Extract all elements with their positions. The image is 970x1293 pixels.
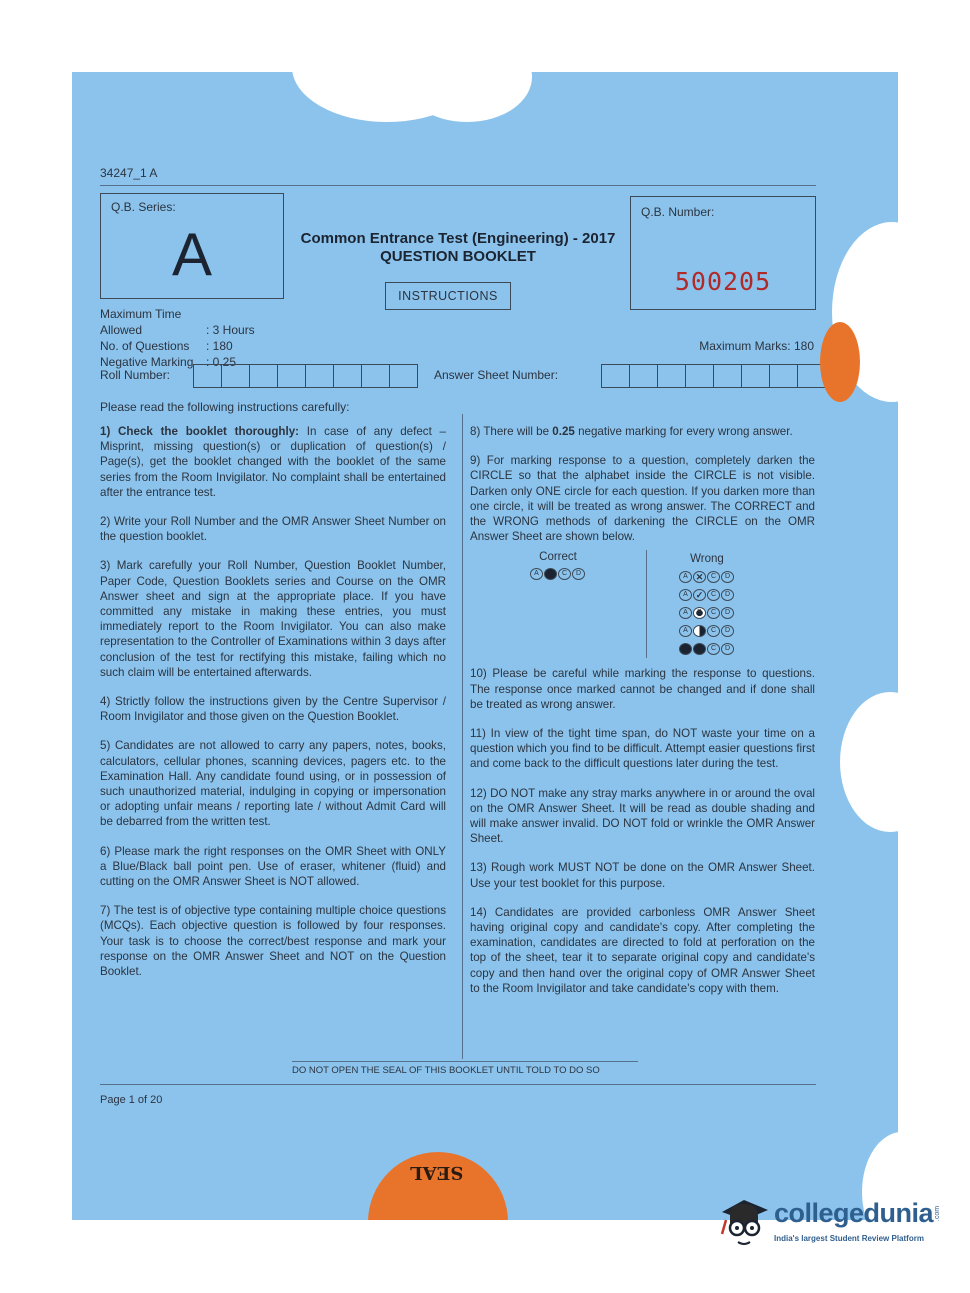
seal-sticker-right — [820, 322, 860, 402]
footer-divider — [100, 1084, 816, 1085]
answer-sheet-label: Answer Sheet Number: — [434, 368, 559, 382]
answer-sheet-boxes[interactable] — [602, 364, 826, 388]
instruction-1-text: In case of any defect – Misprint, missing question(s) or duplication of question(s) / Page(s), get the booklet changed with the booklet of the same series from the Room Invigilator. No complaint shall be entertained after the entrance test. — [100, 425, 446, 499]
instruction-5: 5) Candidates are not allowed to carry any papers, notes, books, calculators, cellular phones, scanning devices, pagers etc. to the Examination Hall. Any candidate found using, or in possession of such unauthorized material, indulging in copying or impersonation or adopting unfair means / reporting late / without Admit Card will be debarred from the written test. — [100, 739, 446, 829]
wrong-label: Wrong — [690, 553, 724, 566]
instruction-1 — [100, 424, 446, 500]
instruction-7: 7) The test is of objective type containing multiple choice questions (MCQs). Each objective question is followed by four responses. Your task is to choose the correct/best response and mark your response on the OMR Answer Sheet and NOT on the Question Booklet. — [100, 904, 446, 979]
mascot-icon — [716, 1190, 772, 1252]
seal-sticker-bottom — [368, 1152, 508, 1220]
logo-tagline: India's largest Student Review Platform — [774, 1234, 924, 1243]
omr-wrong — [646, 550, 757, 658]
qb-number-value: 500205 — [674, 267, 772, 296]
qb-number-box — [630, 196, 816, 310]
questions-value: : 180 — [206, 339, 233, 353]
qb-series-label: Q.B. Series: — [111, 200, 176, 214]
logo-wordmark: collegedunia — [774, 1198, 934, 1228]
paper-edge-right — [840, 692, 898, 832]
instruction-4: 4) Strictly follow the instructions given by the Centre Supervisor / Room Invigilator and those given on the Question Booklet. — [100, 695, 446, 724]
collegedunia-logo — [716, 1190, 948, 1260]
wrong-bubbles-2: A ✓ C D — [657, 586, 757, 604]
exam-title-line1: Common Entrance Test (Engineering) - 2017 — [300, 230, 616, 247]
instruction-1-bold: 1) Check the booklet thoroughly: — [100, 425, 300, 438]
instructions-heading: INSTRUCTIONS — [385, 282, 511, 310]
column-divider — [462, 414, 463, 1059]
omr-correct — [470, 550, 646, 658]
seal-warning: DO NOT OPEN THE SEAL OF THIS BOOKLET UNTIL TOLD TO DO SO — [292, 1065, 600, 1076]
header-divider — [100, 185, 816, 186]
instruction-8 — [470, 424, 815, 439]
instruction-8-text-end: negative marking for every wrong answer. — [574, 425, 793, 438]
time-label: Maximum Time Allowed — [100, 307, 182, 337]
instruction-14: 14) Candidates are provided carbonless OMR Answer Sheet having original copy and candidate's copy. After completing the examination, candidates are directed to fold at perforation on the top of the sheet, tear it to separate original copy and candidate's copy and then hand over the original copy of OMR Answer Sheet to the Room Invigilator and take candidate's copy with them. — [470, 905, 815, 995]
right-instructions — [470, 424, 815, 1010]
negative-label: Negative Marking — [100, 355, 194, 369]
logo-domain: .com — [934, 1205, 942, 1222]
qb-series-box — [100, 193, 284, 299]
left-instructions — [100, 424, 446, 993]
roll-number-boxes[interactable] — [194, 364, 418, 388]
footer-divider-top — [292, 1061, 638, 1062]
max-marks: Maximum Marks: 180 — [699, 339, 814, 353]
instruction-11: 11) In view of the tight time span, do NOT waste your time on a question which you find to be difficult. Attempt easier questions first and come back to the difficult questions later during the test. — [470, 727, 815, 771]
roll-number-label: Roll Number: — [100, 368, 171, 382]
correct-label: Correct — [539, 551, 577, 564]
exam-title — [284, 230, 632, 266]
exam-title-line2: QUESTION BOOKLET — [380, 248, 536, 265]
omr-example — [470, 550, 815, 658]
correct-bubbles: A B C D — [470, 566, 646, 581]
negative-value: : 0.25 — [206, 355, 237, 369]
qb-series-letter: A — [171, 221, 213, 288]
question-booklet-cover — [72, 72, 898, 1220]
booklet-code: 34247_1 A — [100, 166, 158, 180]
instruction-13: 13) Rough work MUST NOT be done on the OMR Answer Sheet. Use your test booklet for this purpose. — [470, 861, 815, 890]
questions-label: No. of Questions — [100, 339, 190, 353]
instruction-9: 9) For marking response to a question, completely darken the CIRCLE so that the alphabet inside the CIRCLE is not visible. Darken only ONE circle for each question. If you darken more than one circle, it will be treated as wrong answer. The CORRECT and the WRONG methods of darkening the CIRCLE on the OMR Answer Sheet are shown below. — [470, 454, 815, 544]
instruction-8-text: 8) There will be — [470, 425, 553, 438]
exam-meta — [100, 306, 255, 370]
instruction-8-bold: 0.25 — [552, 425, 575, 438]
page-number: Page 1 of 20 — [100, 1094, 163, 1106]
wrong-bubbles-4: A C D — [657, 622, 757, 640]
instruction-12: 12) DO NOT make any stray marks anywhere in or around the oval on the OMR Answer Sheet. It will be read as double shading and will make answer invalid. DO NOT fold or wrinkle the OMR Answer Sheet. — [470, 786, 815, 846]
instruction-6: 6) Please mark the right responses on the OMR Sheet with ONLY a Blue/Black ball point pen. Use of eraser, whitener (fluid) and cutting on the OMR Answer Sheet is NOT allowed. — [100, 844, 446, 889]
time-value: : 3 Hours — [206, 323, 255, 337]
seal-text: SEAL — [410, 1162, 464, 1183]
wrong-bubbles-1: A ✕ C D — [657, 568, 757, 586]
wrong-bubbles-3: A B C D — [657, 604, 757, 622]
qb-number-label: Q.B. Number: — [641, 205, 715, 219]
instruction-3: 3) Mark carefully your Roll Number, Question Booklet Number, Paper Code, Question Booklets series and Course on the OMR Answer sheet and sign at the appropriate place. If you have committed any mistake in making these entries, you must immediately report to the Room Invigilator. You can also make representation to the Controller of Examinations within 3 days after conclusion of the test for rectifying this mistake, failing which no such claim will be entertained afterwards. — [100, 559, 446, 679]
please-read: Please read the following instructions carefully: — [100, 400, 350, 414]
instruction-2: 2) Write your Roll Number and the OMR Answer Sheet Number on the question booklet. — [100, 515, 446, 544]
instruction-10: 10) Please be careful while marking the response to questions. The response once marked cannot be changed and if done shall be treated as wrong answer. — [470, 667, 815, 711]
wrong-bubbles-5: A B C D — [657, 640, 757, 658]
